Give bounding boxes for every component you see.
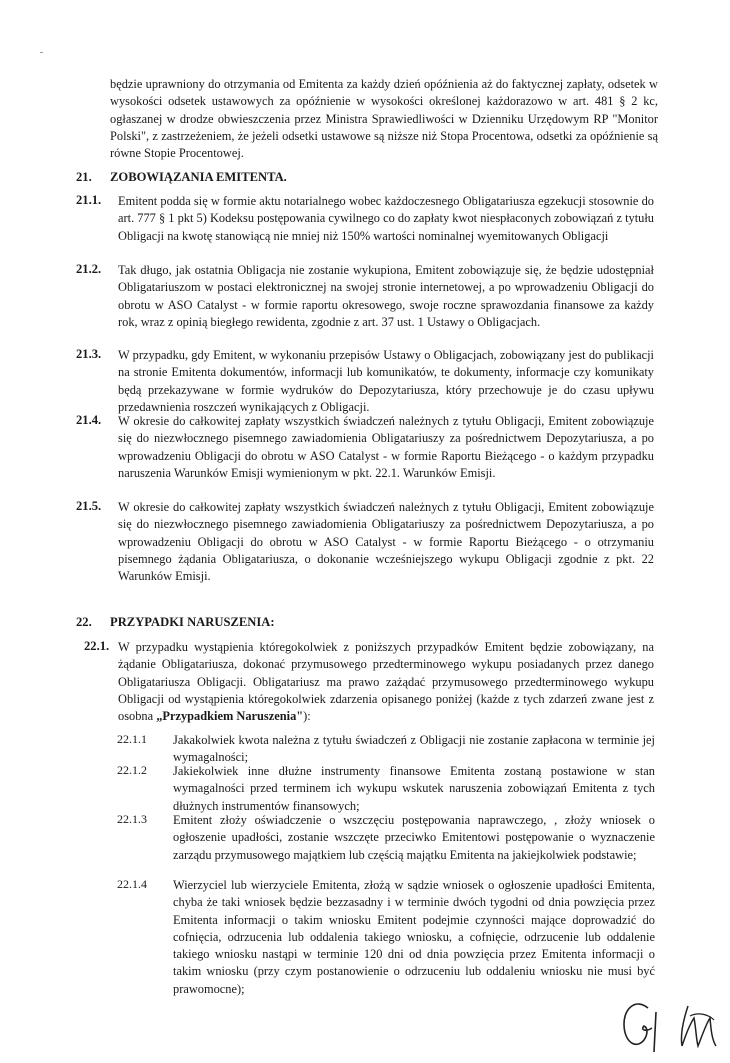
clause-21-1-number: 21.1. xyxy=(76,193,102,207)
clause-21-5-text: W okresie do całkowitej zapłaty wszystkich świadczeń należnych z tytułu Obligacji, Emitent zobowiązuje się do niezwłocznego pisemnego zawiadomienia Obligatariuszy za pośrednictwem Depozytariusza, a po wprowadzeniu Obligacji do obrotu w ASO Catalyst - w formie Raportu Bieżącego - o otrzymaniu pisemnego żądania Obligatariusza, o dokonanie wcześniejszego wykupu Obligacji zgodnie z pkt. 22 Warunków Emisji. xyxy=(118,500,654,584)
clause-22-1-number: 22.1. xyxy=(84,639,110,653)
scan-mark xyxy=(40,52,43,53)
section-21-number: 21. xyxy=(76,170,92,184)
clause-21-4-text: W okresie do całkowitej zapłaty wszystkich świadczeń należnych z tytułu Obligacji, Emitent zobowiązuje się do niezwłocznego pisemnego zawiadomienia Obligatariuszy za pośrednictwem Depozytariusza, a po wprowadzeniu Obligacji do obrotu w ASO Catalyst - w formie Raportu Bieżącego - o każdym przypadku naruszenia Warunków Emisji wymienionym w pkt. 22.1. Warunków Emisji. xyxy=(118,414,654,480)
clause-21-4-number: 21.4. xyxy=(76,413,102,427)
section-22-title: PRZYPADKI NARUSZENIA: xyxy=(110,615,275,629)
clause-21-1-text: Emitent podda się w formie aktu notarialnego wobec każdoczesnego Obligatariusza egzekucji stosownie do art. 777 § 1 pkt 5) Kodeksu postępowania cywilnego co do zapłaty kwot niespłaconych zobowiązań z tytułu Obligacji na kwotę stanowiącą nie mniej niż 150% wartości nominalnej wyemitowanych Obligacji xyxy=(118,194,654,243)
clause-22-1-text-before: W przypadku wystąpienia któregokolwiek z poniższych przypadków Emitent będzie zobowiązany, na żądanie Obligatariusza, dokonać przymusowego przedterminowego wykupu posiadanych przez danego Obligatariusza Obligacji. Obligatariusz ma prawo zażądać przymusowego przedterminowego wykupu Obligacji od wystąpienia któregokolwiek zdarzenia opisanego poniżej (każde z tych zdarzeń zwane jest z osobna xyxy=(118,640,654,724)
clause-21-2-number: 21.2. xyxy=(76,262,102,276)
clause-22-1-text xyxy=(118,639,654,725)
clause-21-3-number: 21.3. xyxy=(76,347,102,361)
clause-21-3-text: W przypadku, gdy Emitent, w wykonaniu przepisów Ustawy o Obligacjach, zobowiązany jest do publikacji na stronie Emitenta dokumentów, informacji lub komunikatów, te dokumenty, informacje czy komunikaty będą przekazywane w formie wydruków do Depozytariusza, który przechowuje je do czasu upływu przedawnienia roszczeń wynikających z Obligacji. xyxy=(118,348,654,414)
intro-paragraph: będzie uprawniony do otrzymania od Emitenta za każdy dzień opóźnienia aż do faktycznej zapłaty, odsetek w wysokości odsetek ustawowych za opóźnienie w wysokości określonej każdorazowo w art. 481 § 2 kc, ogłaszanej w drodze obwieszczenia przez Ministra Sprawiedliwości w Dzienniku Urzędowym RP "Monitor Polski", z zastrzeżeniem, że jeżeli odsetki ustawowe są niższe niż Stopa Procentowa, odsetki za opóźnienie są równe Stopie Procentowej. xyxy=(110,77,658,161)
subclause-22-1-3-number: 22.1.3 xyxy=(117,812,147,826)
subclause-22-1-4-number: 22.1.4 xyxy=(117,877,147,891)
clause-21-2-text: Tak długo, jak ostatnia Obligacja nie zostanie wykupiona, Emitent zobowiązuje się, że będzie udostępniał Obligatariuszom w postaci elektronicznej na swojej stronie internetowej, a po wprowadzeniu Obligacji do obrotu w ASO Catalyst - w formie raportu okresowego, swoje roczne sprawozdania finansowe za każdy rok, wraz z opinią biegłego rewidenta, zgodnie z art. 37 ust. 1 Ustawy o Obligacjach. xyxy=(118,263,654,329)
subclause-22-1-1-number: 22.1.1 xyxy=(117,732,147,746)
subclause-22-1-4-text: Wierzyciel lub wierzyciele Emitenta, złożą w sądzie wniosek o ogłoszenie upadłości Emitenta, chyba że taki wniosek będzie bezzasadny i w terminie dwóch tygodni od dnia powzięcia przez Emitenta informacji o takim wniosku Emitent podejmie czynności mające doprowadzić do cofnięcia, odrzucenia lub oddalenia takiego wniosku, a cofnięcie, odrzucenie lub oddalenie takiego wniosku nastąpi w terminie 120 dni od dnia powzięcia przez Emitenta informacji o takim wniosku (przy czym postanowienie o odrzuceniu lub oddaleniu wniosku nie musi być prawomocne); xyxy=(173,878,655,996)
subclause-22-1-3-text: Emitent złoży oświadczenie o wszczęciu postępowania naprawczego, , złoży wniosek o ogłoszenie upadłości, zostanie wszczęte przeciwko Emitentowi postępowanie o wyznaczenie zarządu przymusowego majątkiem lub częścią majątku Emitenta na jakiejkolwiek podstawie; xyxy=(173,813,655,862)
subclause-22-1-1-text: Jakakolwiek kwota należna z tytułu świadczeń z Obligacji nie zostanie zapłacona w terminie jej wymagalności; xyxy=(173,733,655,765)
clause-22-1-text-after: ): xyxy=(303,709,311,724)
section-21-title: ZOBOWIĄZANIA EMITENTA. xyxy=(110,170,287,184)
subclause-22-1-2-number: 22.1.2 xyxy=(117,763,147,777)
section-22-number: 22. xyxy=(76,615,92,629)
clause-21-5-number: 21.5. xyxy=(76,499,102,513)
handwritten-initials xyxy=(618,994,728,1056)
defined-term: „Przypadkiem Naruszenia" xyxy=(156,709,304,724)
subclause-22-1-2-text: Jakiekolwiek inne dłużne instrumenty finansowe Emitenta zostaną postawione w stan wymagalności przed terminem ich wykupu wskutek naruszenia zobowiązań Emitenta z tych dłużnych instrumentów finansowych; xyxy=(173,764,655,813)
